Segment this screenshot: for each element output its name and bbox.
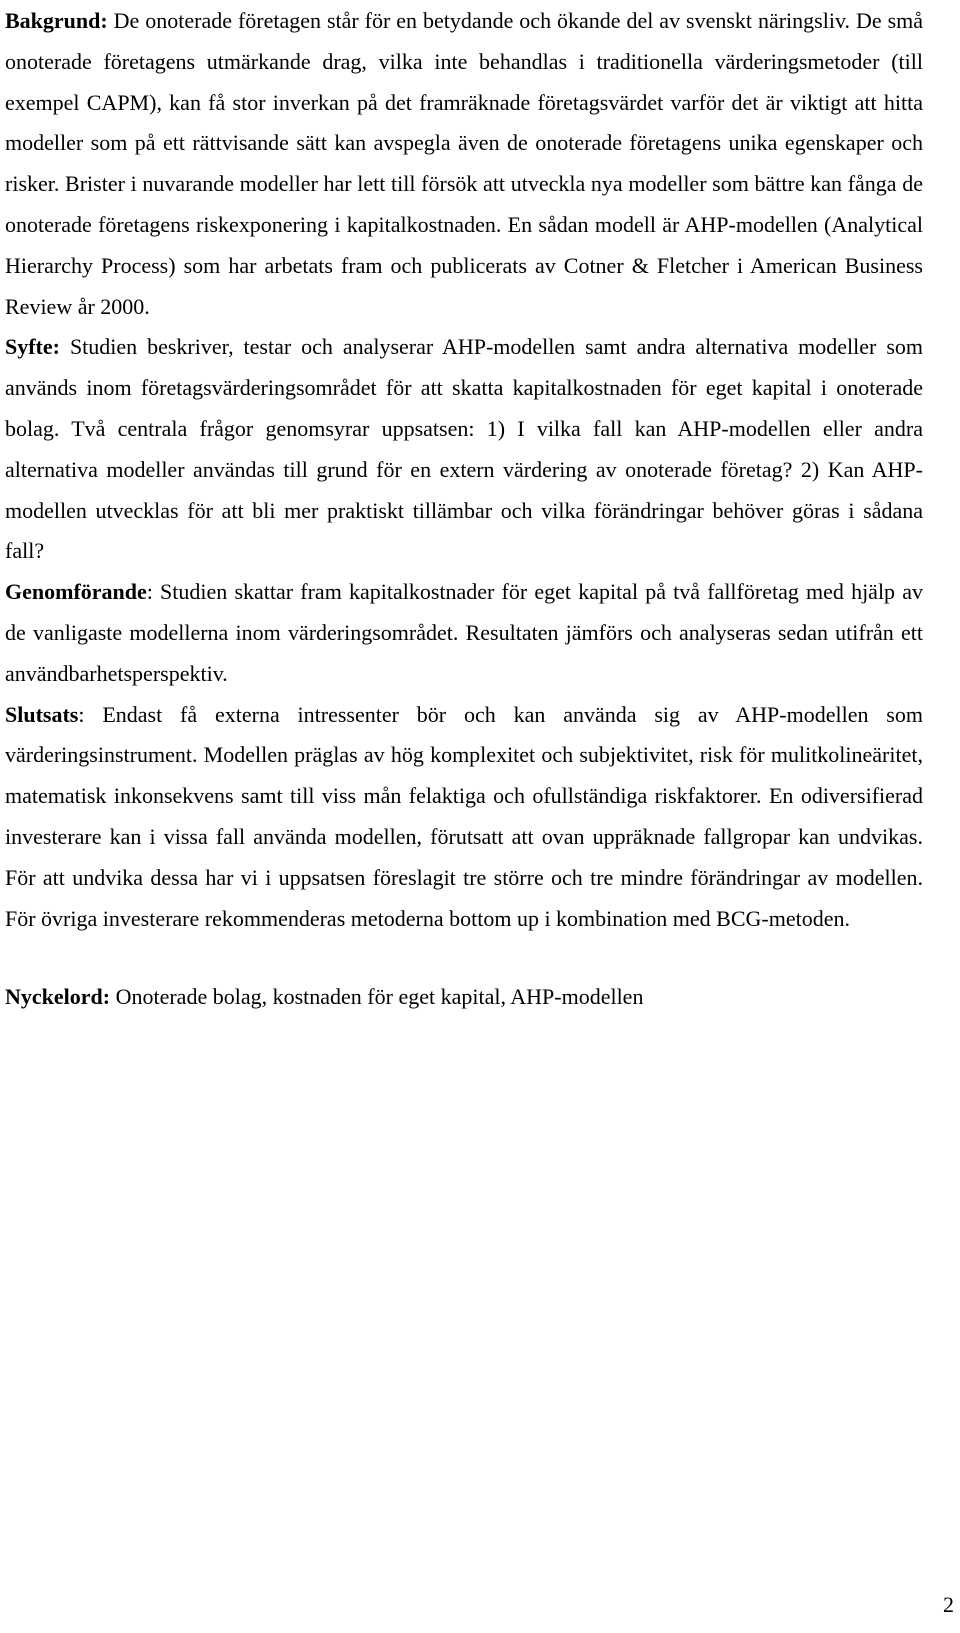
section-text: : Studien skattar fram kapitalkostnader för eget kapital på två fallföretag med hjälp av de vanligaste modellerna inom värderingsområdet. Resultaten jämförs och analyseras sedan utifrån ett användbarhetsperspektiv.: [5, 579, 923, 686]
section-syfte: [5, 327, 923, 572]
section-text: De onoterade företagen står för en betydande och ökande del av svenskt näringsliv. De små onoterade företagens utmärkande drag, vilka inte behandlas i traditionella värderingsmetoder (till exempel CAPM), kan få stor inverkan på det framräknade företagsvärdet varför det är viktigt att hitta modeller som på ett rättvisande sätt kan avspegla även de onoterade företagens unika egenskaper och risker. Brister i nuvarande modeller har lett till försök att utveckla nya modeller som bättre kan fånga de onoterade företagens riskexponering i kapitalkostnaden. En sådan modell är AHP-modellen (Analytical Hierarchy Process) som har arbetats fram och publicerats av Cotner & Fletcher i American Business Review år 2000.: [5, 8, 924, 319]
section-text: : Endast få externa intressenter bör och kan använda sig av AHP-modellen som värderingsinstrument. Modellen präglas av hög komplexitet och subjektivitet, risk för mulitkolineäritet, matematisk inkonsekvens samt till viss mån felaktiga och ofullständiga riskfaktorer. En odiversifierad investerare kan i vissa fall använda modellen, förutsatt att ovan uppräknade fallgropar kan undvikas. För att undvika dessa har vi i uppsatsen föreslagit tre större och tre mindre förändringar av modellen. För övriga investerare rekommenderas metoderna bottom up i kombination med BCG-metoden.: [5, 701, 923, 931]
section-text: Studien beskriver, testar och analyserar AHP-modellen samt andra alternativa modeller som används inom företagsvärderingsområdet för att skatta kapitalkostnaden för eget kapital i onoterade bolag. Två centrala frågor genomsyrar uppsatsen: 1) I vilka fall kan AHP-modellen eller andra alternativa modeller användas till grund för en extern värdering av onoterade företag? 2) Kan AHP-modellen utvecklas för att bli mer praktiskt tillämbar och vilka förändringar behöver göras i sådana fall?: [5, 334, 923, 564]
document-body: [5, 0, 923, 1017]
section-label: Syfte:: [5, 334, 60, 360]
section-label: Bakgrund:: [5, 8, 108, 33]
section-genomforande: [5, 572, 923, 694]
page-number: 2: [943, 1592, 954, 1617]
section-bakgrund: [5, 1, 923, 327]
section-label: Nyckelord:: [5, 984, 111, 1010]
section-nyckelord: [5, 977, 923, 1017]
section-label: Slutsats: [5, 701, 79, 727]
section-text: Onoterade bolag, kostnaden för eget kapital, AHP-modellen: [115, 984, 644, 1010]
section-slutsats: [5, 695, 923, 940]
section-label: Genomförande: [5, 579, 147, 605]
